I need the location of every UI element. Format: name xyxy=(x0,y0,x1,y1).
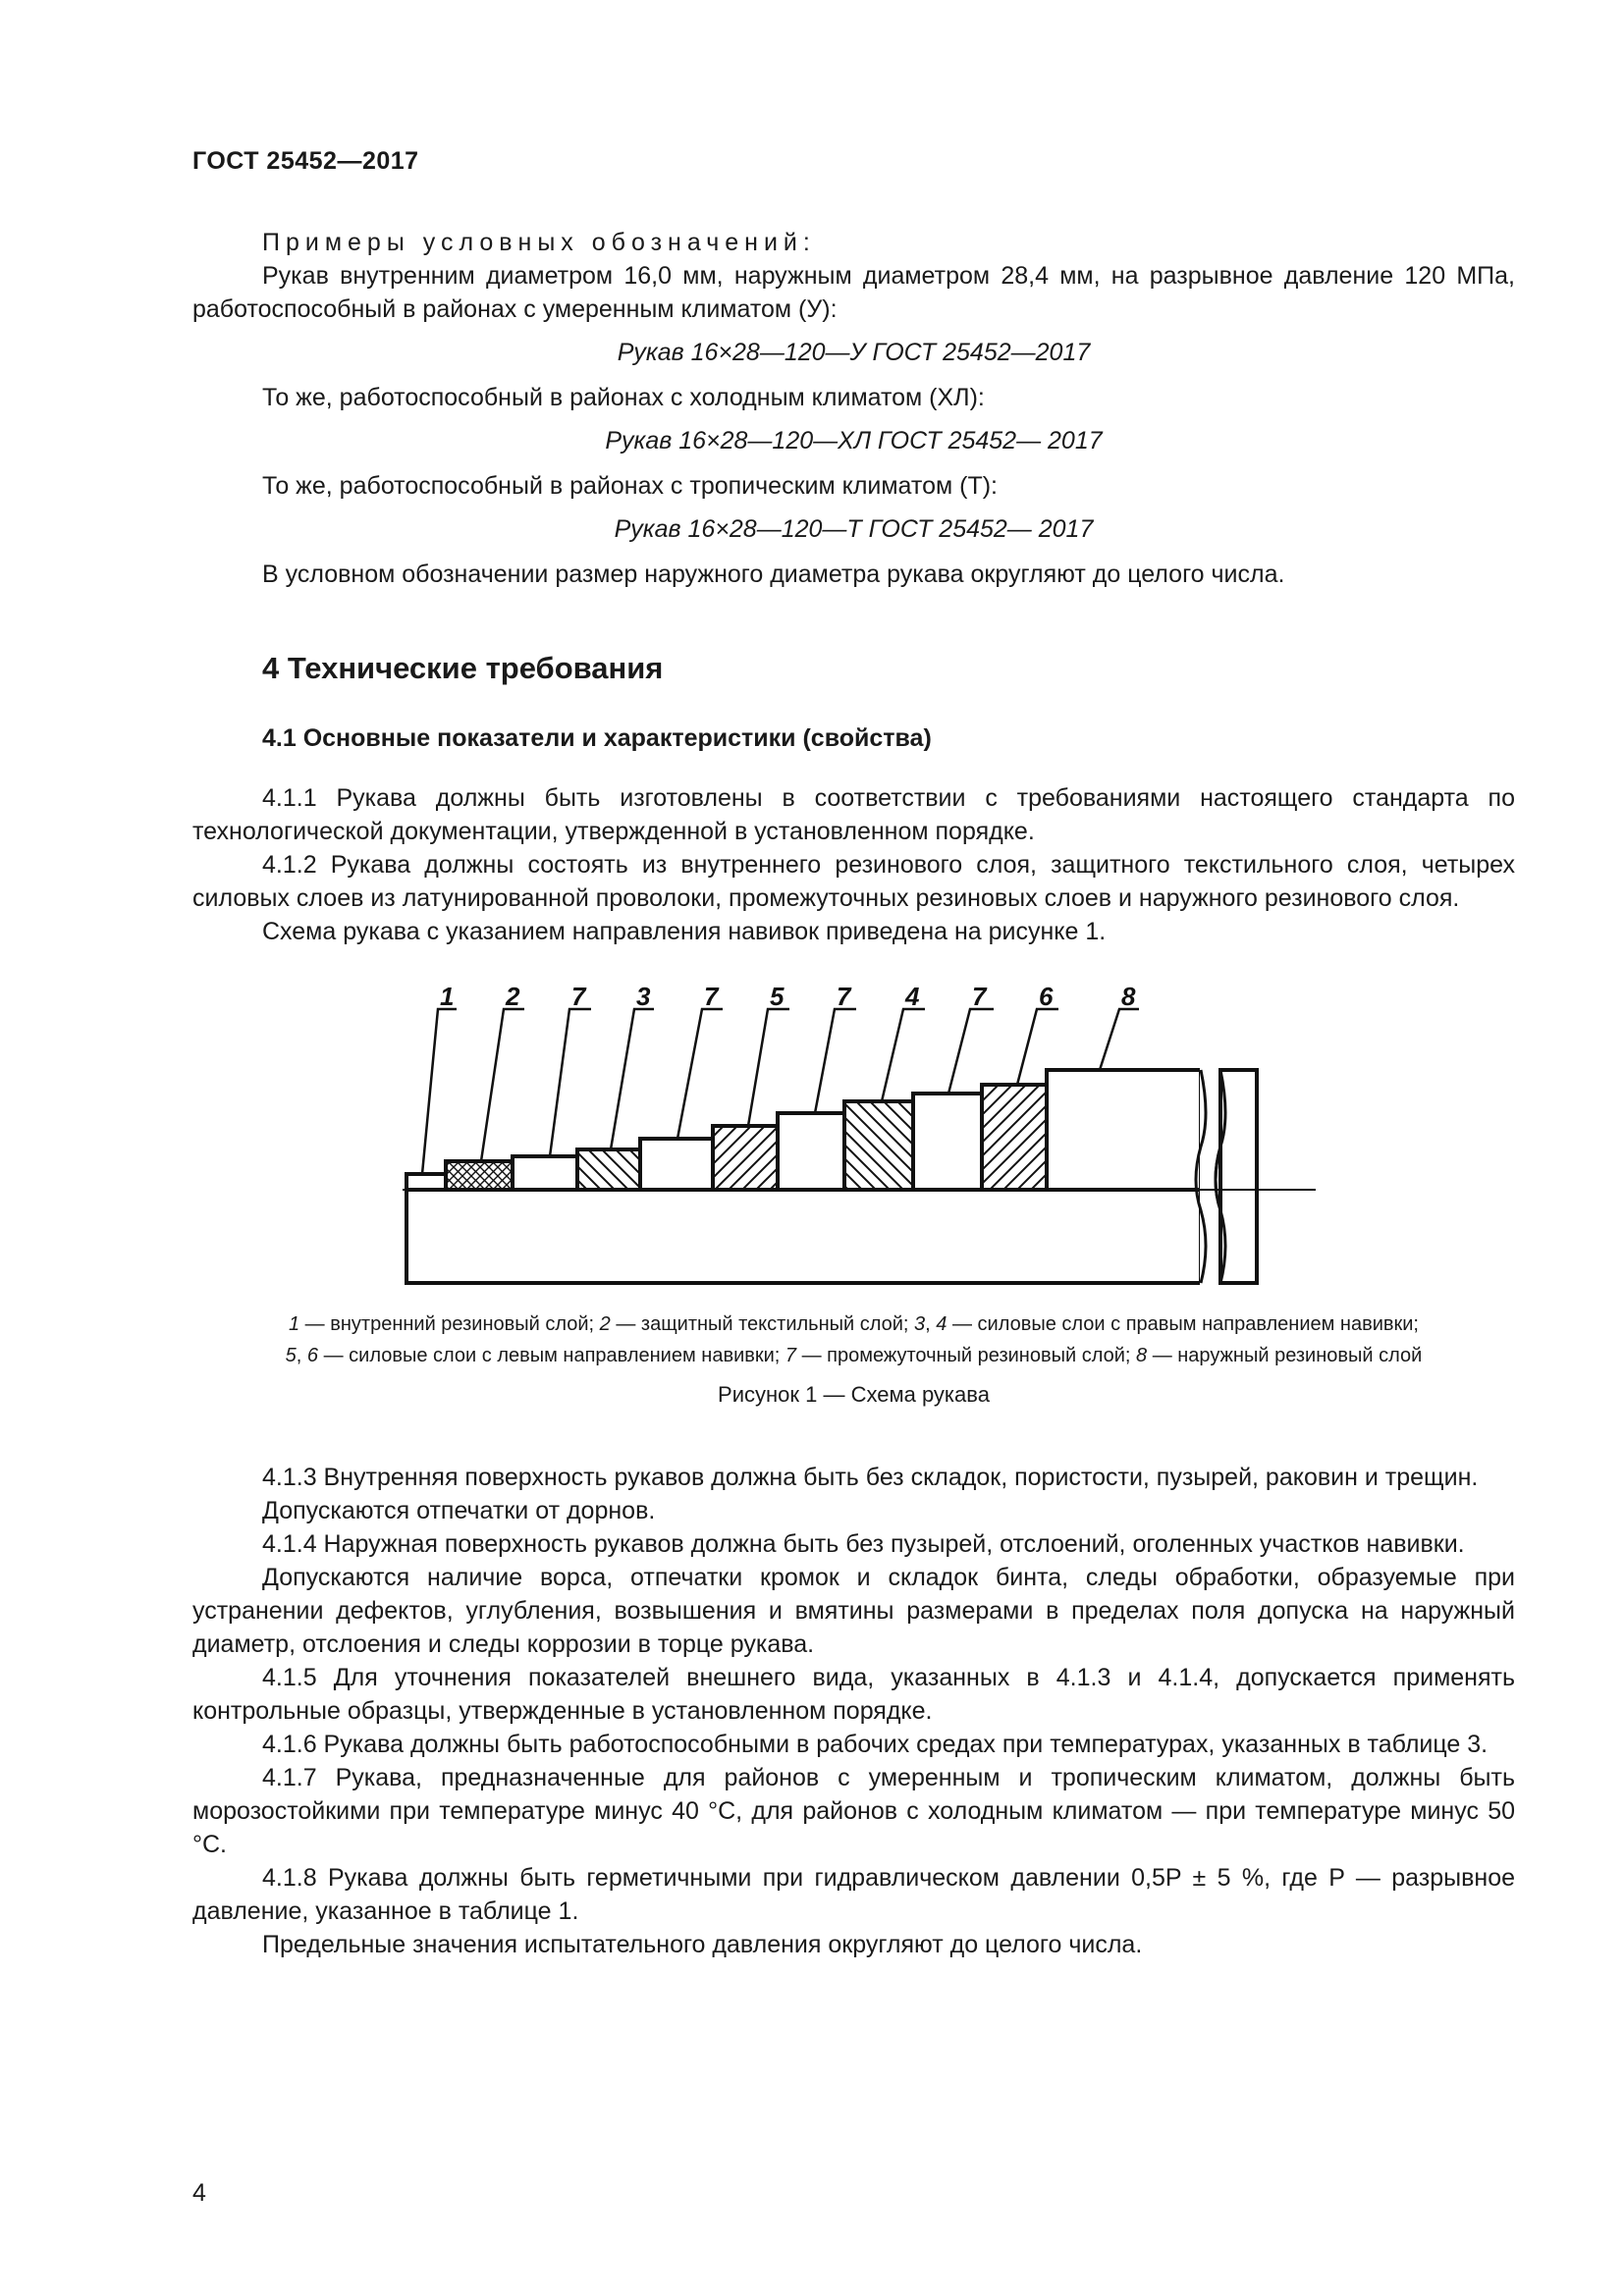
designation-2: Рукав 16×28—120—ХЛ ГОСТ 25452— 2017 xyxy=(605,427,1103,454)
paragraph-4-1-8-note: Предельные значения испытательного давления округляют до целого числа. xyxy=(262,1931,1143,1958)
label-4: 4 xyxy=(905,982,920,1011)
layer-1-inner-rubber xyxy=(406,1174,446,1190)
paragraph-scheme-ref: Схема рукава с указанием направления навивок приведена на рисунке 1. xyxy=(262,918,1107,945)
designation-3: Рукав 16×28—120—Т ГОСТ 25452— 2017 xyxy=(614,515,1094,543)
legend-text: — промежуточный резиновый слой; xyxy=(796,1345,1137,1366)
legend-text: — наружный резиновый слой xyxy=(1147,1345,1423,1366)
paragraph-4-1-4-note: Допускаются наличие ворса, отпечатки кромок и складок бинта, следы обработки, образуемые при устранении дефектов, углубления, возвышения и вмятины размерами в пределах поля допуска на наружный диаметр, отслоения и следы коррозии в торце рукава. xyxy=(192,1564,1515,1658)
label-1: 1 xyxy=(440,982,455,1011)
label-6: 6 xyxy=(1039,982,1054,1011)
layer-5-power-left xyxy=(713,1126,778,1190)
layer-7-intermediate-a xyxy=(513,1156,577,1190)
examples-block xyxy=(192,226,1515,591)
leader-7d xyxy=(948,1009,994,1094)
leader-8 xyxy=(1100,1009,1139,1070)
layer-7-intermediate-b xyxy=(640,1139,713,1190)
example-paragraph-1: Рукав внутренним диаметром 16,0 мм, наружным диаметром 28,4 мм, на разрывное давление 120 МПа, работоспособный в районах с умеренным климатом (У): xyxy=(192,262,1515,323)
paragraph-4-1-7: 4.1.7 Рукава, предназначенные для районов с умеренным и тропическим климатом, должны быть морозостойкими при температуре минус 40 °C, для районов с холодным климатом — при температуре минус 50 °C. xyxy=(192,1764,1515,1858)
section-title: 4 Технические требования xyxy=(262,651,664,685)
paragraph-4-1-1: 4.1.1 Рукава должны быть изготовлены в соответствии с требованиями настоящего стандарта по технологической документации, утвержденной в установленном порядке. xyxy=(192,784,1515,845)
leader-4 xyxy=(882,1009,925,1101)
example-paragraph-2: То же, работоспособный в районах с холодным климатом (ХЛ): xyxy=(262,384,985,411)
label-2: 2 xyxy=(506,982,520,1011)
legend-text: — внутренний резиновый слой; xyxy=(299,1313,600,1335)
paragraph-4-1-4: 4.1.4 Наружная поверхность рукавов должна быть без пузырей, отслоений, оголенных участков навивки. xyxy=(262,1530,1465,1558)
leader-1 xyxy=(422,1009,457,1174)
layer-2-textile xyxy=(446,1161,513,1190)
legend-line-1 xyxy=(192,1308,1515,1340)
label-7a: 7 xyxy=(571,982,586,1011)
legend-line-2 xyxy=(192,1340,1515,1371)
paragraph-4-1-6: 4.1.6 Рукава должны быть работоспособными в рабочих средах при температурах, указанных в таблице 3. xyxy=(262,1731,1489,1758)
example-paragraph-4: В условном обозначении размер наружного диаметра рукава округляют до целого числа. xyxy=(262,561,1285,588)
leader-5 xyxy=(748,1009,789,1126)
layer-3-power-right xyxy=(577,1149,640,1190)
paragraph-4-1-8: 4.1.8 Рукава должны быть герметичными при гидравлическом давлении 0,5P ± 5 %, где P — разрывное давление, указанное в таблице 1. xyxy=(192,1864,1515,1925)
layer-8-outer-rubber xyxy=(1047,1070,1201,1190)
layer-7-intermediate-d xyxy=(913,1094,982,1190)
layer-4-power-right xyxy=(844,1101,913,1190)
leader-7a xyxy=(550,1009,591,1156)
subsection-title: 4.1 Основные показатели и характеристики (свойства) xyxy=(262,724,932,752)
leader-3 xyxy=(611,1009,654,1149)
leader-2 xyxy=(481,1009,524,1161)
label-7b: 7 xyxy=(704,982,719,1011)
figure-legend xyxy=(192,1308,1515,1371)
legend-text: — силовые слои с правым направлением навивки; xyxy=(947,1313,1419,1335)
legend-num: 7 xyxy=(785,1345,797,1366)
legend-num: 8 xyxy=(1136,1345,1148,1366)
legend-text: — силовые слои с левым направлением навивки; xyxy=(318,1345,785,1366)
hose-scheme-figure xyxy=(383,982,1326,1294)
legend-text: , xyxy=(296,1345,307,1366)
examples-label: Примеры условных обозначений: xyxy=(262,229,816,256)
section-4-1-text xyxy=(192,781,1515,948)
figure-caption: Рисунок 1 — Схема рукава xyxy=(718,1382,990,1407)
legend-text: — защитный текстильный слой; xyxy=(610,1313,915,1335)
page-number: 4 xyxy=(192,2179,206,2207)
label-7d: 7 xyxy=(972,982,987,1011)
layer-7-intermediate-c xyxy=(778,1113,844,1190)
paragraph-4-1-2: 4.1.2 Рукава должны состоять из внутреннего резинового слоя, защитного текстильного слоя, четырех силовых слоев из латунированной проволоки, промежуточных резиновых слоев и наружного резинового слоя. xyxy=(192,851,1515,912)
hose-base xyxy=(406,1190,1201,1283)
legend-num: 3 xyxy=(914,1313,926,1335)
example-paragraph-3: То же, работоспособный в районах с тропическим климатом (Т): xyxy=(262,472,998,500)
legend-num: 1 xyxy=(289,1313,300,1335)
label-7c: 7 xyxy=(837,982,851,1011)
leader-7c xyxy=(815,1009,856,1113)
section-4-1-3-onward xyxy=(192,1461,1515,1961)
legend-num: 5 xyxy=(285,1345,297,1366)
leader-7b xyxy=(677,1009,723,1139)
label-5: 5 xyxy=(770,982,785,1011)
legend-text: , xyxy=(925,1313,937,1335)
break-gap xyxy=(1200,1066,1221,1287)
paragraph-4-1-5: 4.1.5 Для уточнения показателей внешнего вида, указанных в 4.1.3 и 4.1.4, допускается применять контрольные образцы, утвержденные в установленном порядке. xyxy=(192,1664,1515,1725)
legend-num: 2 xyxy=(599,1313,611,1335)
layer-6-power-left xyxy=(982,1085,1047,1190)
label-8: 8 xyxy=(1121,982,1136,1011)
label-3: 3 xyxy=(636,982,651,1011)
paragraph-4-1-3-note: Допускаются отпечатки от дорнов. xyxy=(262,1497,656,1524)
paragraph-4-1-3: 4.1.3 Внутренняя поверхность рукавов должна быть без складок, пористости, пузырей, раковин и трещин. xyxy=(262,1464,1479,1491)
standard-code: ГОСТ 25452—2017 xyxy=(192,147,419,175)
legend-num: 6 xyxy=(306,1345,319,1366)
designation-1: Рукав 16×28—120—У ГОСТ 25452—2017 xyxy=(617,339,1091,366)
legend-num: 4 xyxy=(936,1313,947,1335)
